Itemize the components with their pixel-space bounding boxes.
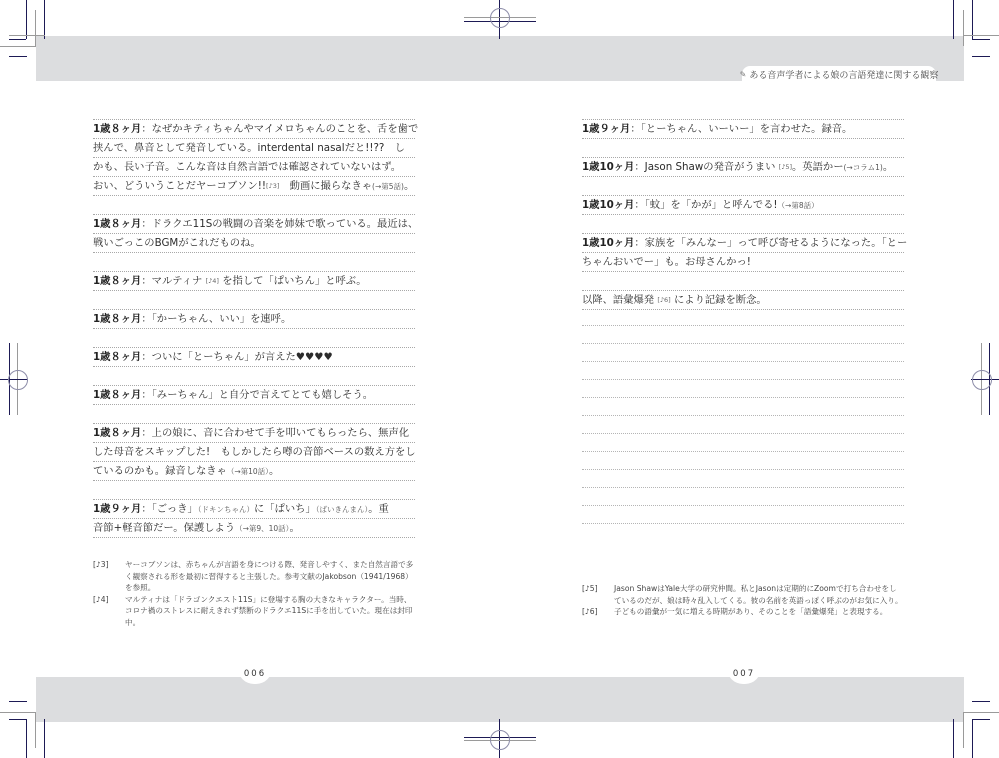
footnote	[582, 606, 904, 618]
cross-reference: （→第9、10話）	[235, 524, 290, 533]
left-footnotes	[93, 559, 415, 628]
crop-mark	[35, 712, 36, 748]
footnote	[582, 583, 904, 606]
entry-text: した母音をスキップした! もしかしたら噂の音節ベースの数え方をし	[93, 446, 416, 458]
crop-mark	[972, 719, 990, 720]
entry-date: 1歳８ヶ月	[93, 275, 142, 287]
ruled-line	[582, 505, 904, 523]
entry-text: ：「ごっき」	[141, 503, 198, 515]
entry-text: おい、どういうことだヤーコブソン!!	[93, 180, 267, 192]
entry-text: 。英語かー	[792, 161, 844, 173]
annotation: （ばいきんまん）	[315, 505, 369, 514]
footnote-text: 子どもの語彙が一気に増える時期があり、そのことを「語彙爆発」と表現する。	[614, 607, 888, 616]
entry-date: 1歳10ヶ月	[582, 237, 635, 249]
entry-text: ：「とーちゃん、いーいー」を言わせた。録音。	[630, 123, 853, 135]
entry-date: 1歳８ヶ月	[93, 427, 142, 439]
diary-entry	[93, 271, 415, 291]
ruled-line	[582, 469, 904, 487]
entry-text: 。	[289, 522, 300, 534]
ruled-line	[582, 343, 904, 361]
entry-text: ：「みーちゃん」と自分で言えてとても嬉しそう。	[141, 389, 374, 401]
registration-circle	[490, 730, 510, 750]
entry-text: ：家族を「みんなー」って呼び寄せるようになった。「とー	[634, 237, 908, 249]
diary-entry	[93, 423, 415, 481]
running-head-text: ある音声学者による娘の言語発達に関する観察	[749, 70, 939, 81]
footnote-mark: [♪3]	[93, 560, 109, 569]
entry-text: 以降、語彙爆発	[582, 294, 658, 306]
entry-text: ：Jason Shawの発音がうまい	[634, 161, 779, 173]
crop-mark	[972, 701, 990, 702]
ruled-line	[582, 397, 904, 415]
entry-text: 。	[882, 161, 894, 173]
entry-date: 1歳８ヶ月	[93, 389, 142, 401]
ruled-line	[582, 415, 904, 433]
footer-band	[36, 677, 964, 722]
ruled-line	[582, 451, 904, 469]
footnote-text: ヤーコブソンは、赤ちゃんが言語を身につける際、発音しやすく、また自然言語で多く観察される形を最初に習得すると主張した。参考文献のJakobson（1941/1968）を参照。	[125, 560, 414, 592]
diary-entry	[582, 233, 908, 272]
crop-mark	[44, 0, 45, 39]
crop-mark	[9, 35, 45, 36]
footnote	[93, 594, 415, 629]
diary-entry	[582, 290, 904, 310]
crop-mark	[0, 46, 36, 47]
entry-text: を指して「ぱいちん」と呼ぶ。	[218, 275, 367, 287]
right-footnotes	[582, 583, 904, 618]
right-page-diary	[582, 119, 908, 328]
diary-entry	[93, 347, 415, 367]
ruled-line	[582, 325, 904, 343]
entry-date: 1歳８ヶ月	[93, 123, 142, 135]
ruled-line	[582, 433, 904, 451]
entry-date: 1歳10ヶ月	[582, 161, 635, 173]
crop-mark	[35, 10, 36, 46]
crop-mark	[972, 39, 990, 40]
footnote-mark: [♪4]	[93, 594, 109, 604]
page-number-right: 007	[727, 664, 761, 684]
footnote-ref: [♪5]	[778, 163, 793, 171]
entry-text: ：マルティナ	[141, 275, 206, 287]
blank-ruled-lines	[582, 325, 904, 541]
entry-text: 。	[403, 180, 415, 192]
diary-entry	[93, 385, 415, 405]
entry-text: に「ぱいち」	[253, 503, 316, 515]
diary-entry	[93, 499, 415, 538]
annotation: （ドキンちゃん）	[197, 505, 254, 514]
entry-text: ：なぜかキティちゃんやマイメロちゃんのことを、舌を歯で	[141, 123, 419, 135]
page-number-left: 006	[238, 664, 272, 684]
entry-text: かも、長い子音。こんな音は自然言語では確認されていないはず。	[93, 161, 402, 173]
entry-text: 。	[268, 465, 280, 477]
crop-mark	[972, 56, 990, 57]
entry-text: 戦いごっこのBGMがこれだものね。	[93, 237, 261, 249]
registration-circle	[972, 370, 992, 390]
entry-text: により記録を断念。	[670, 294, 767, 306]
cross-reference: (→コラム1)	[843, 163, 883, 172]
entry-date: 1歳８ヶ月	[93, 313, 142, 325]
footnote-ref: [♪4]	[205, 277, 219, 285]
entry-date: 1歳８ヶ月	[93, 351, 142, 363]
crop-mark	[9, 39, 26, 40]
ruled-line	[582, 523, 904, 541]
entry-date: 1歳９ヶ月	[93, 503, 142, 515]
cross-reference: (→第5話)	[372, 182, 404, 191]
crop-mark	[963, 712, 964, 748]
entry-text: ：「蚊」を「かが」と呼んでる!	[634, 199, 778, 211]
footnote-text: Jason ShawはYale大学の研究仲間。私とJasonは定期的にZoomで打ち合わせをしているのだが、娘は時々乱入してくる。彼の名前を英語っぽく呼ぶのがお気に入り。	[614, 584, 903, 605]
entry-text: ちゃんおいでー」も。お母さんかっ!	[582, 256, 751, 268]
footnote-text: マルティナは「ドラゴンクエスト11S」に登場する胸の大きなキャラクター。当時、コロナ禍のストレスに耐えきれず禁断のドラクエ11Sに手を出していた。現在は封印中。	[125, 594, 413, 627]
entry-text: 。重	[368, 503, 389, 515]
crop-mark	[963, 35, 999, 36]
diary-entry	[582, 157, 904, 177]
cross-reference: （→第10話）	[226, 467, 269, 476]
footnote-ref: [♪3]	[266, 182, 280, 190]
entry-text: 動画に撮らなきゃ	[279, 180, 373, 192]
running-head	[739, 66, 939, 82]
cross-reference: （→第8話）	[777, 201, 819, 210]
crop-mark	[972, 719, 973, 758]
entry-text: 挟んで、鼻音として発音している。interdental nasalだと!!?? し	[93, 142, 405, 154]
entry-text: ：ついに「とーちゃん」が言えた♥♥♥♥	[141, 351, 333, 363]
crop-mark	[9, 719, 26, 720]
ruled-line	[582, 361, 904, 379]
crop-mark	[26, 719, 27, 758]
ruled-line	[582, 379, 904, 397]
footnote	[93, 559, 415, 594]
footnote-ref: [♪6]	[657, 296, 671, 304]
diary-entry	[582, 195, 904, 215]
crop-mark	[9, 56, 27, 57]
pencil-icon: ✎	[739, 69, 747, 79]
crop-mark	[972, 0, 973, 39]
left-page-diary	[93, 119, 419, 556]
footnote-mark: [♪6]	[582, 607, 598, 616]
diary-entry	[582, 119, 904, 139]
footnote-mark: [♪5]	[582, 584, 598, 593]
crop-mark	[953, 719, 954, 758]
entry-date: 1歳８ヶ月	[93, 218, 142, 230]
diary-entry	[93, 119, 419, 196]
crop-mark	[963, 10, 964, 46]
crop-mark	[26, 0, 27, 39]
entry-date: 1歳10ヶ月	[582, 199, 635, 211]
diary-entry	[93, 214, 419, 253]
crop-mark	[963, 712, 999, 713]
entry-text: 音節+軽音節だー。保護しよう	[93, 522, 236, 534]
entry-text: ：上の娘に、音に合わせて手を叩いてもらったら、無声化	[141, 427, 410, 439]
entry-text: ているのかも。録音しなきゃ	[93, 465, 227, 477]
crop-mark	[9, 701, 27, 702]
crop-mark	[953, 0, 954, 39]
registration-circle	[490, 8, 510, 28]
registration-circle	[8, 370, 28, 390]
diary-entry	[93, 309, 415, 329]
entry-text: ：「かーちゃん、いい」を連呼。	[141, 313, 292, 325]
crop-mark	[0, 712, 36, 713]
ruled-line	[582, 487, 904, 505]
crop-mark	[44, 719, 45, 758]
entry-date: 1歳９ヶ月	[582, 123, 631, 135]
entry-text: ：ドラクエ11Sの戦闘の音楽を姉妹で歌っている。最近は、	[141, 218, 419, 230]
